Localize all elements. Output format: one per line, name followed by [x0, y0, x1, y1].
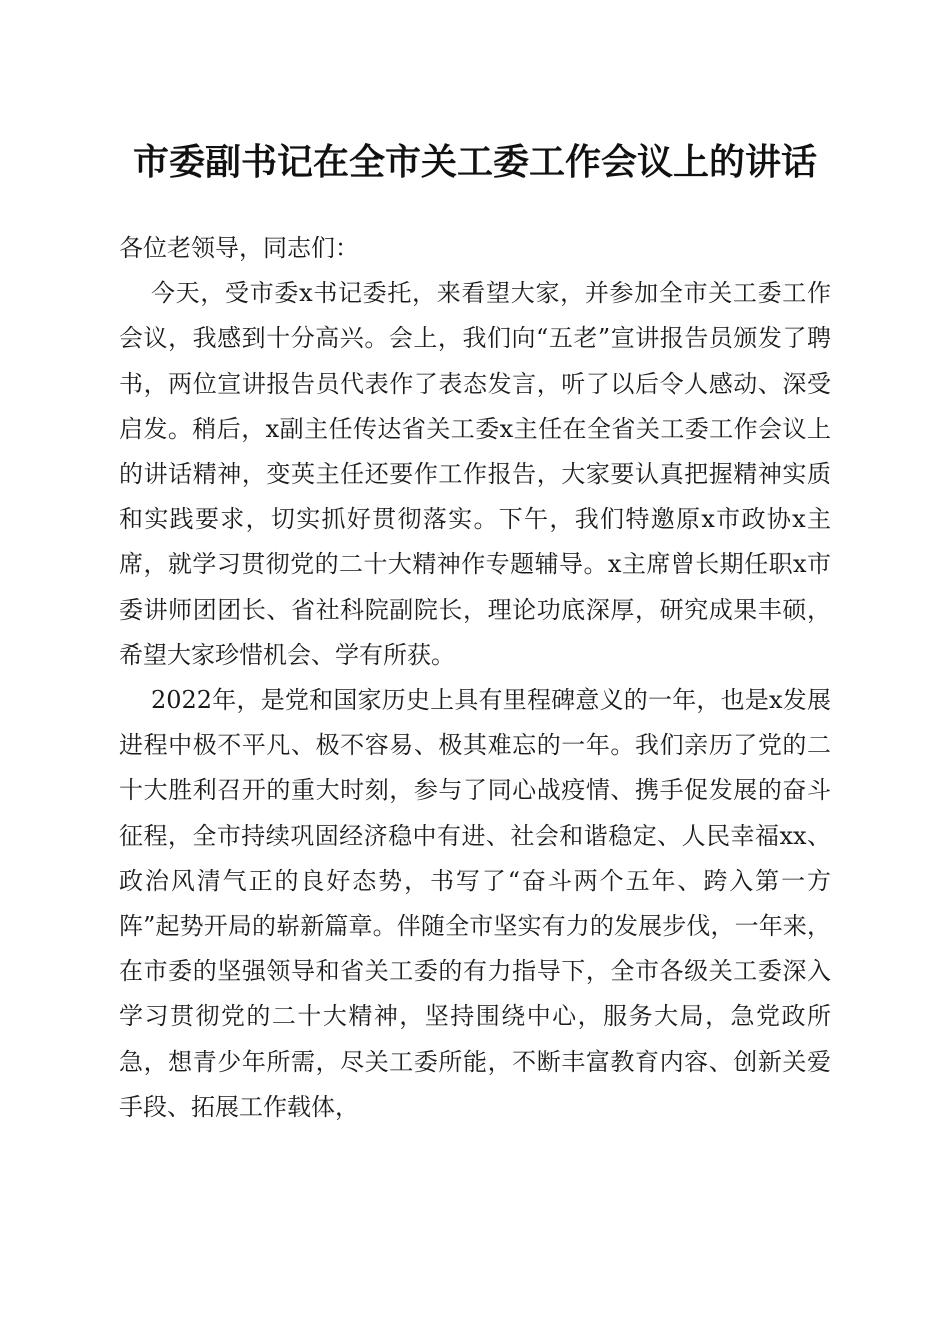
document-body [119, 226, 831, 1130]
salutation: 各位老领导，同志们： [119, 234, 359, 262]
document-title: 市委副书记在全市关工委工作会议上的讲话 [132, 141, 817, 183]
paragraph: 2022年，是党和国家历史上具有里程碑意义的一年，也是x发展进程中极不平凡、极不容易、极其难忘的一年。我们亲历了党的二十大胜利召开的重大时刻，参与了同心战疫情、携手促发展的奋斗征程，全市持续巩固经济稳中有进、社会和谐稳定、人民幸福xx、政治风清气正的良好态势，书写了“奋斗两个五年、跨入第一方阵”起势开局的崭新篇章。伴随全市坚实有力的发展步伐，一年来，在市委的坚强领导和省关工委的有力指导下，全市各级关工委深入学习贯彻党的二十大精神，坚持围绕中心，服务大局，急党政所急，想青少年所需，尽关工委所能，不断丰富教育内容、创新关爱手段、拓展工作载体， [119, 686, 831, 1121]
paragraph: 今天，受市委x书记委托，来看望大家，并参加全市关工委工作会议，我感到十分高兴。会上，我们向“五老”宣讲报告员颁发了聘书，两位宣讲报告员代表作了表态发言，听了以后令人感动、深受启发。稍后，x副主任传达省关工委x主任在全省关工委工作会议上的讲话精神，变英主任还要作工作报告，大家要认真把握精神实质和实践要求，切实抓好贯彻落实。下午，我们特邀原x市政协x主席，就学习贯彻党的二十大精神作专题辅导。x主席曾长期任职x市委讲师团团长、省社科院副院长，理论功底深厚，研究成果丰硕，希望大家珍惜机会、学有所获。 [119, 279, 831, 669]
